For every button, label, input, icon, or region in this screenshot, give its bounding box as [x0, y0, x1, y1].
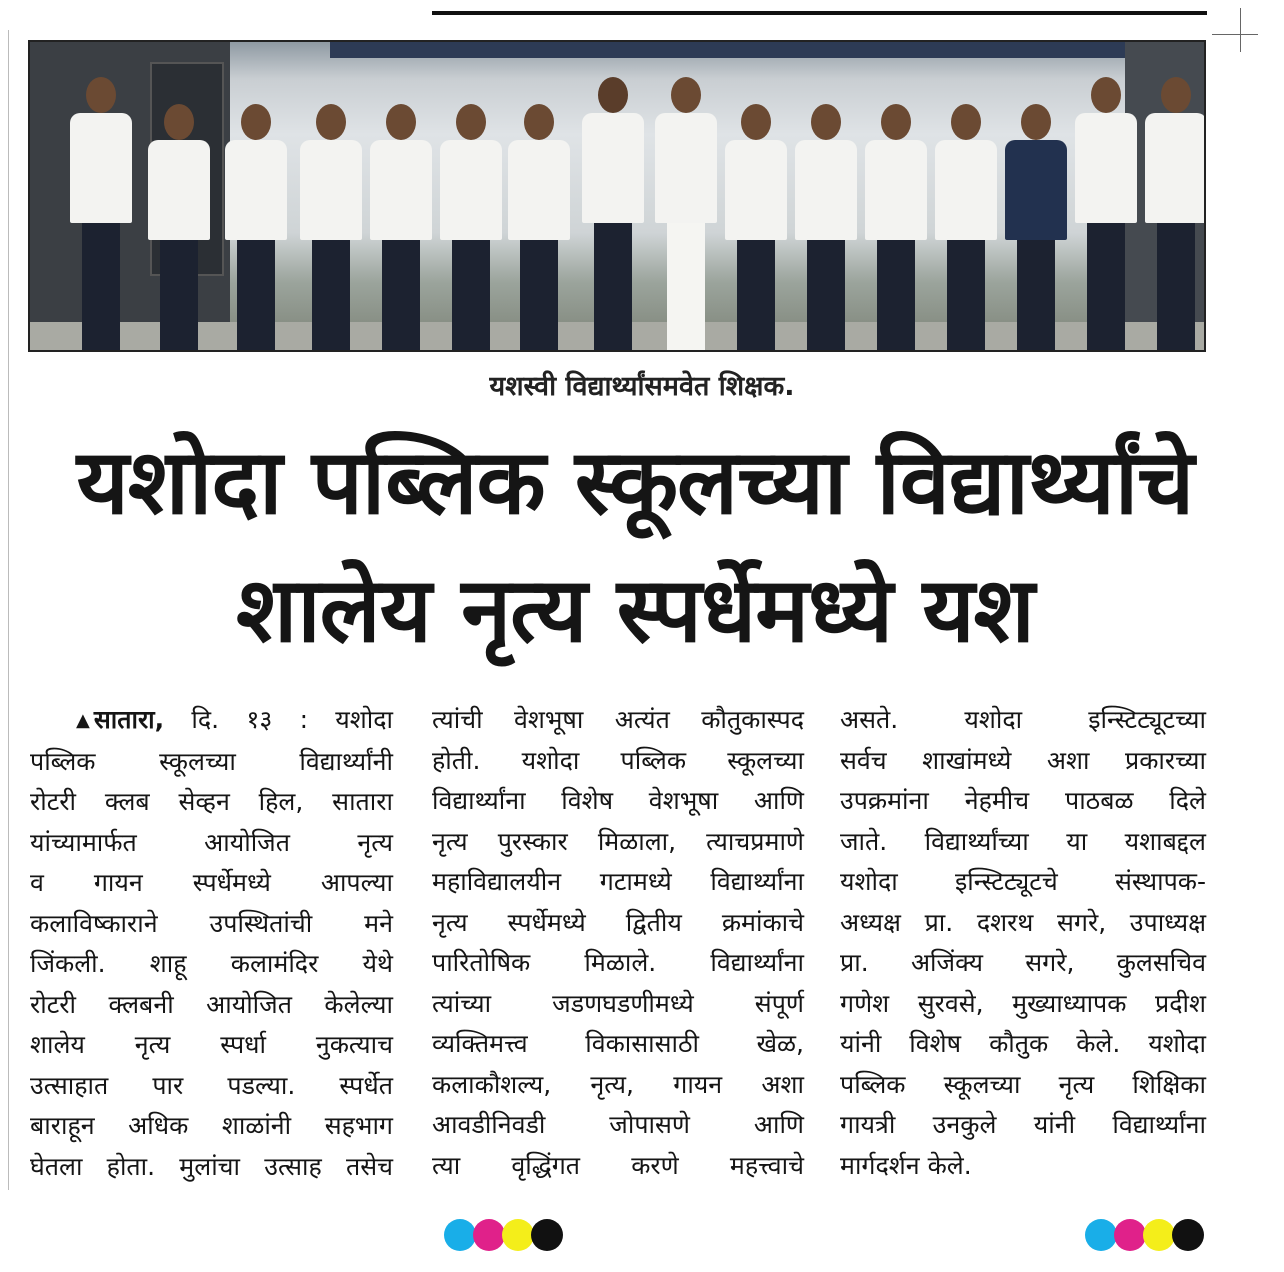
text-line: व गायन स्पर्धेमध्ये आपल्या	[30, 868, 393, 897]
text-line: गायत्री उनकुले यांनी विद्यार्थ्यांना	[840, 1110, 1206, 1139]
text-line: गणेश सुरवसे, मुख्याध्यापक प्रदीश	[840, 988, 1206, 1018]
top-rule	[432, 11, 1207, 15]
text-line: आवडीनिवडी जोपासणे आणि	[432, 1110, 804, 1139]
article-column-3	[840, 700, 1206, 1180]
cmyk-registration-dots	[444, 1219, 555, 1251]
group-photo	[28, 40, 1206, 352]
yellow-dot-icon	[502, 1219, 534, 1251]
column-rule	[8, 30, 9, 1190]
magenta-dot-icon	[473, 1219, 505, 1251]
text-line: उपक्रमांना नेहमीच पाठबळ दिले	[840, 786, 1206, 815]
yellow-dot-icon	[1143, 1219, 1175, 1251]
text-line: महाविद्यालयीन गटामध्ये विद्यार्थ्यांना	[432, 867, 804, 896]
text-line: असते. यशोदा इन्स्टिट्यूटच्या	[840, 705, 1206, 734]
magenta-dot-icon	[1114, 1219, 1146, 1251]
text-line: रोटरी क्लब सेव्हन हिल, सातारा	[30, 787, 393, 816]
text-line: जिंकली. शाहू कलामंदिर येथे	[30, 949, 393, 978]
text-line: जाते. विद्यार्थ्यांच्या या यशाबद्दल	[840, 826, 1206, 856]
text-line: पब्लिक स्कूलच्या विद्यार्थ्यांनी	[30, 746, 393, 776]
crop-mark	[1240, 8, 1241, 52]
cyan-dot-icon	[1085, 1219, 1117, 1251]
text-line: रोटरी क्लबनी आयोजित केलेल्या	[30, 989, 393, 1019]
text-line: कलाकौशल्य, नृत्य, गायन अशा	[432, 1069, 804, 1099]
text-line: व्यक्तिमत्त्व विकासासाठी खेळ,	[432, 1029, 804, 1058]
text-line: कलाविष्काराने उपस्थितांची मने	[30, 908, 393, 938]
text-line: पब्लिक स्कूलच्या नृत्य शिक्षिका	[840, 1069, 1206, 1099]
text-line: विद्यार्थ्यांना विशेष वेशभूषा आणि	[432, 786, 804, 815]
black-dot-icon	[531, 1219, 563, 1251]
text-line: सर्वच शाखांमध्ये अशा प्रकारच्या	[840, 745, 1206, 775]
text-line: यांच्यामार्फत आयोजित नृत्य	[30, 827, 393, 857]
text-line: पारितोषिक मिळाले. विद्यार्थ्यांना	[432, 948, 804, 977]
text-line: त्यांच्या जडणघडणीमध्ये संपूर्ण	[432, 988, 804, 1018]
cmyk-registration-dots	[1085, 1219, 1196, 1251]
text-line: यांनी विशेष कौतुक केले. यशोदा	[840, 1029, 1206, 1058]
text-line: मार्गदर्शन केले.	[840, 1150, 972, 1180]
headline-line-1: यशोदा पब्लिक स्कूलच्या विद्यार्थ्यांचे	[76, 430, 1194, 535]
crop-mark	[1212, 34, 1258, 35]
article-column-1	[30, 700, 393, 1180]
dateline-rest: दि. १३ : यशोदा	[164, 705, 393, 734]
text-line: शालेय नृत्य स्पर्धा नुकत्याच	[30, 1030, 393, 1059]
text-line: त्यांची वेशभूषा अत्यंत कौतुकास्पद	[432, 705, 804, 734]
text-line: त्या वृद्धिंगत करणे महत्त्वाचे	[432, 1150, 804, 1180]
article-column-2	[432, 700, 804, 1180]
text-line: नृत्य स्पर्धेमध्ये द्वितीय क्रमांकाचे	[432, 907, 804, 937]
text-line: यशोदा इन्स्टिट्यूटचे संस्थापक-	[840, 867, 1206, 896]
photo-caption: यशस्वी विद्यार्थ्यांसमवेत शिक्षक.	[489, 371, 795, 402]
text-line: बाराहून अधिक शाळांनी सहभाग	[30, 1111, 393, 1140]
text-line: प्रा. अजिंक्य सगरे, कुलसचिव	[840, 948, 1206, 977]
dateline: सातारा,	[93, 705, 165, 734]
text-line: अध्यक्ष प्रा. दशरथ सगरे, उपाध्यक्ष	[840, 907, 1206, 937]
black-dot-icon	[1172, 1219, 1204, 1251]
text-line: उत्साहात पार पडल्या. स्पर्धेत	[30, 1070, 393, 1100]
dateline-triangle-icon: ▲	[76, 710, 90, 731]
text-line: होती. यशोदा पब्लिक स्कूलच्या	[432, 745, 804, 775]
cyan-dot-icon	[444, 1219, 476, 1251]
headline-line-2: शालेय नृत्य स्पर्धेमध्ये यश	[236, 558, 1034, 663]
text-line: घेतला होता. मुलांचा उत्साह तसेच	[30, 1151, 393, 1181]
text-line: नृत्य पुरस्कार मिळाला, त्याचप्रमाणे	[432, 826, 804, 856]
